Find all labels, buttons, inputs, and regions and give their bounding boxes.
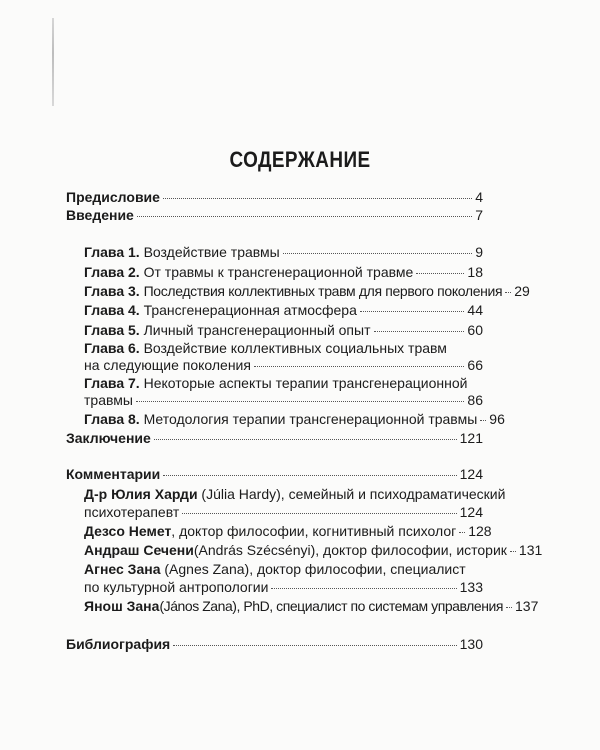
toc-page-number: 133 xyxy=(459,579,483,595)
toc-entry-chapter-3[interactable] xyxy=(84,283,530,300)
toc-entry-chapter-6[interactable] xyxy=(84,357,483,374)
toc-entry-preface[interactable] xyxy=(66,189,483,206)
chapter-title: Воздействие коллективных социальных травм xyxy=(143,340,447,356)
commentator-name: Янош Зана xyxy=(84,598,160,614)
toc-page-number: 121 xyxy=(459,430,483,446)
toc-entry-commentator-4[interactable] xyxy=(84,579,483,596)
dot-leader xyxy=(506,607,512,608)
toc-page-number: 137 xyxy=(515,598,539,614)
chapter-title: Последствия коллективных травм для первого поколения xyxy=(143,283,503,299)
chapter-label: Глава 2. xyxy=(84,264,140,280)
toc-label: Комментарии xyxy=(66,466,161,482)
toc-entry-commentator-2[interactable] xyxy=(84,523,492,540)
dot-leader xyxy=(163,198,472,199)
chapter-title-continued: на следующие поколения xyxy=(84,357,251,373)
toc-entry-chapter-4[interactable] xyxy=(84,302,483,319)
dot-leader xyxy=(154,439,457,440)
toc-page-number: 124 xyxy=(459,504,483,520)
chapter-label: Глава 3. xyxy=(84,283,140,299)
commentator-details-continued: психотерапевт xyxy=(84,504,180,520)
toc-page-number: 96 xyxy=(489,411,505,427)
chapter-title: Некоторые аспекты терапии трансгенерационной xyxy=(143,375,468,391)
chapter-title: Трансгенерационная атмосфера xyxy=(143,302,357,318)
toc-entry-chapter-7-line-1[interactable] xyxy=(84,375,467,392)
page-title: СОДЕРЖАНИЕ xyxy=(229,147,371,172)
toc-page-number: 44 xyxy=(467,302,483,318)
dot-leader xyxy=(283,253,472,254)
dot-leader xyxy=(163,475,456,476)
chapter-label: Глава 7. xyxy=(84,375,140,391)
commentator-name: Андраш Сечени xyxy=(84,542,194,558)
toc-entry-commentator-5[interactable] xyxy=(84,598,539,615)
chapter-title-continued: травмы xyxy=(84,392,133,408)
commentator-details-continued: по культурной антропологии xyxy=(84,579,269,595)
chapter-title: Воздействие травмы xyxy=(143,244,280,260)
toc-page-number: 29 xyxy=(514,283,530,299)
dot-leader xyxy=(505,292,511,293)
dot-leader xyxy=(416,273,464,274)
toc-page-number: 124 xyxy=(459,466,483,482)
dot-leader xyxy=(137,216,472,217)
commentator-name: Агнес Зана xyxy=(84,561,161,577)
commentator-details: (Agnes Zana), доктор философии, специалист xyxy=(160,561,466,577)
toc-entry-chapter-6-line-1[interactable] xyxy=(84,340,447,357)
dot-leader xyxy=(182,513,456,514)
toc-page-number: 128 xyxy=(468,523,492,539)
dot-leader xyxy=(374,331,465,332)
commentator-details: (Júlia Hardy), семейный и психодраматический xyxy=(197,486,506,502)
toc-entry-comments[interactable] xyxy=(66,466,483,483)
toc-page-number: 4 xyxy=(475,189,483,205)
dot-leader xyxy=(459,532,465,533)
toc-label: Библиография xyxy=(66,636,171,652)
commentator-name: Д-р Юлия Харди xyxy=(84,486,198,502)
dot-leader xyxy=(254,366,464,367)
toc-entry-conclusion[interactable] xyxy=(66,430,483,447)
dot-leader xyxy=(271,588,456,589)
toc-entry-chapter-2[interactable] xyxy=(84,264,483,281)
chapter-label: Глава 1. xyxy=(84,244,140,260)
toc-page-number: 18 xyxy=(467,264,483,280)
toc-entry-bibliography[interactable] xyxy=(66,636,483,653)
toc-entry-commentator-1[interactable] xyxy=(84,504,483,521)
toc-entry-chapter-8[interactable] xyxy=(84,411,505,428)
commentator-name: Дезсо Немет xyxy=(84,523,172,539)
toc-label: Введение xyxy=(66,207,134,223)
commentator-details: (János Zana), PhD, специалист по системам управления xyxy=(159,598,503,614)
toc-entry-introduction[interactable] xyxy=(66,207,483,224)
toc-page-number: 60 xyxy=(467,322,483,338)
toc-page-number: 7 xyxy=(475,207,483,223)
commentator-details: (András Szécsényi), доктор философии, историк xyxy=(193,542,507,558)
dot-leader xyxy=(173,645,456,646)
chapter-title: Личный трансгенерационный опыт xyxy=(143,322,371,338)
chapter-title: Методология терапии трансгенерационной травмы xyxy=(143,411,478,427)
toc-page-number: 9 xyxy=(475,244,483,260)
toc-entry-commentator-3[interactable] xyxy=(84,542,543,559)
toc-entry-chapter-1[interactable] xyxy=(84,244,483,261)
dot-leader xyxy=(136,401,464,402)
chapter-label: Глава 5. xyxy=(84,322,140,338)
chapter-title: От травмы к трансгенерационной травме xyxy=(143,264,414,280)
commentator-details: , доктор философии, когнитивный психолог xyxy=(171,523,457,539)
toc-page-number: 86 xyxy=(467,392,483,408)
toc-page-number: 131 xyxy=(518,542,543,558)
toc-label: Предисловие xyxy=(66,189,160,205)
dot-leader xyxy=(510,551,516,552)
toc-entry-commentator-1-line-1[interactable] xyxy=(84,486,505,503)
toc-entry-chapter-7[interactable] xyxy=(84,392,483,409)
dot-leader xyxy=(480,420,486,421)
dot-leader xyxy=(360,311,465,312)
toc-page-number: 130 xyxy=(459,636,483,652)
toc-entry-commentator-4-line-1[interactable] xyxy=(84,561,466,578)
chapter-label: Глава 8. xyxy=(84,411,140,427)
chapter-label: Глава 4. xyxy=(84,302,140,318)
toc-label: Заключение xyxy=(66,430,151,446)
toc-page-number: 66 xyxy=(467,357,483,373)
chapter-label: Глава 6. xyxy=(84,340,140,356)
toc-entry-chapter-5[interactable] xyxy=(84,322,483,339)
